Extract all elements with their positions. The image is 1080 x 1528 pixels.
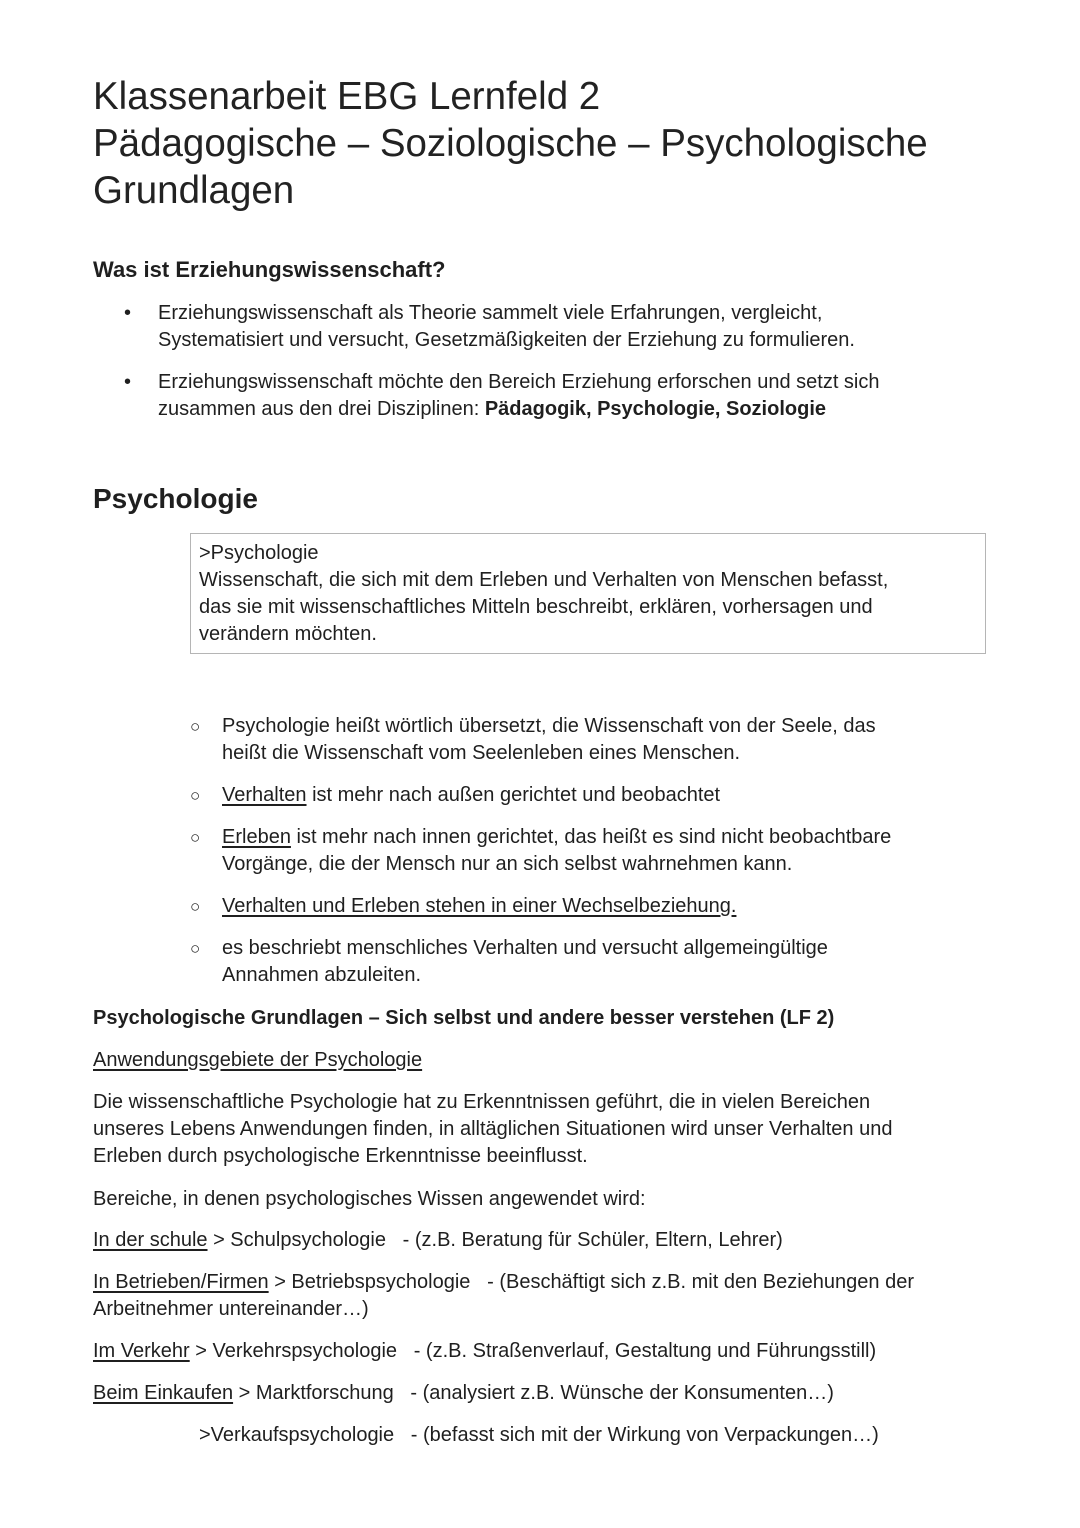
bereiche-intro: Bereiche, in denen psychologisches Wissen angewendet wird:	[93, 1188, 646, 1210]
paragraph-line-3: Erleben durch psychologische Erkenntnisse beeinflusst.	[93, 1145, 588, 1167]
bereich-verkehr	[93, 1338, 876, 1366]
point-5-line-2: Annahmen abzuleiten.	[222, 964, 422, 986]
bullet-icon: •	[124, 302, 132, 324]
bereich-schule	[93, 1227, 783, 1255]
circle-bullet-icon: ○	[190, 828, 201, 847]
bullet-1-line-1: Erziehungswissenschaft als Theorie sammelt viele Erfahrungen, vergleicht,	[158, 302, 823, 324]
point-3-line-1	[222, 824, 891, 852]
point-3-text: ist mehr nach innen gerichtet, das heißt es sind nicht beobachtbare	[290, 826, 892, 848]
circle-bullet-icon: ○	[190, 786, 201, 805]
definition-line-1: Wissenschaft, die sich mit dem Erleben und Verhalten von Menschen befasst,	[199, 569, 889, 591]
bullet-2-line-2	[158, 396, 826, 424]
point-1-line-1: Psychologie heißt wörtlich übersetzt, die Wissenschaft von der Seele, das	[222, 715, 876, 737]
point-5-line-1: es beschriebt menschliches Verhalten und versucht allgemeingültige	[222, 937, 828, 959]
schule-text: > Schulpsychologie - (z.B. Beratung für Schüler, Eltern, Lehrer)	[207, 1229, 783, 1251]
einkaufen-label: Beim Einkaufen	[93, 1382, 234, 1404]
einkaufen-text: > Marktforschung - (analysiert z.B. Wünsche der Konsumenten…)	[233, 1382, 834, 1404]
bullet-1-line-2: Systematisiert und versucht, Gesetzmäßigkeiten der Erziehung zu formulieren.	[158, 329, 855, 351]
schule-label: In der schule	[93, 1229, 208, 1251]
section-heading-grundlagen: Psychologische Grundlagen – Sich selbst und andere besser verstehen (LF 2)	[93, 1007, 835, 1029]
point-4: Verhalten und Erleben stehen in einer Wechselbeziehung.	[222, 895, 737, 917]
section-heading-psychologie: Psychologie	[93, 483, 258, 514]
betrieb-text: > Betriebspsychologie - (Beschäftigt sich z.B. mit den Beziehungen der	[268, 1271, 914, 1293]
document-title-line-3: Grundlagen	[93, 169, 295, 212]
erleben-term: Erleben	[222, 826, 291, 848]
bullet-2-line-1: Erziehungswissenschaft möchte den Bereich Erziehung erforschen und setzt sich	[158, 371, 880, 393]
point-3-line-2: Vorgänge, die der Mensch nur an sich selbst wahrnehmen kann.	[222, 853, 793, 875]
bereich-betrieb-line-1	[93, 1269, 914, 1297]
paragraph-line-2: unseres Lebens Anwendungen finden, in alltäglichen Situationen wird unser Verhalten und	[93, 1118, 893, 1140]
circle-bullet-icon: ○	[190, 897, 201, 916]
circle-bullet-icon: ○	[190, 717, 201, 736]
subheading-anwendungsgebiete: Anwendungsgebiete der Psychologie	[93, 1049, 423, 1071]
document-title-line-2: Pädagogische – Soziologische – Psychologische	[93, 122, 928, 165]
bullet-icon: •	[124, 371, 132, 393]
bereich-verkauf: >Verkaufspsychologie - (befasst sich mit der Wirkung von Verpackungen…)	[199, 1424, 879, 1446]
definition-line-3: verändern möchten.	[199, 623, 377, 645]
bereich-einkaufen	[93, 1380, 834, 1408]
verhalten-term: Verhalten	[222, 784, 307, 806]
document-title-line-1: Klassenarbeit EBG Lernfeld 2	[93, 75, 601, 118]
paragraph-line-1: Die wissenschaftliche Psychologie hat zu Erkenntnissen geführt, die in vielen Bereichen	[93, 1091, 871, 1113]
point-2-text: ist mehr nach außen gerichtet und beobachtet	[306, 784, 721, 806]
point-2	[222, 782, 720, 810]
section-heading-erziehungswissenschaft: Was ist Erziehungswissenschaft?	[93, 257, 446, 282]
verkehr-text: > Verkehrspsychologie - (z.B. Straßenverlauf, Gestaltung und Führungsstill)	[189, 1340, 877, 1362]
definition-line-2: das sie mit wissenschaftliches Mitteln beschreibt, erklären, vorhersagen und	[199, 596, 873, 618]
betrieb-label: In Betrieben/Firmen	[93, 1271, 269, 1293]
bullet-2-text: zusammen aus den drei Disziplinen:	[158, 398, 485, 420]
point-1-line-2: heißt die Wissenschaft vom Seelenleben eines Menschen.	[222, 742, 741, 764]
disciplines-bold: Pädagogik, Psychologie, Soziologie	[484, 398, 826, 420]
verkehr-label: Im Verkehr	[93, 1340, 190, 1362]
bereich-betrieb-line-2: Arbeitnehmer untereinander…)	[93, 1298, 369, 1320]
definition-term: >Psychologie	[199, 542, 319, 564]
circle-bullet-icon: ○	[190, 939, 201, 958]
